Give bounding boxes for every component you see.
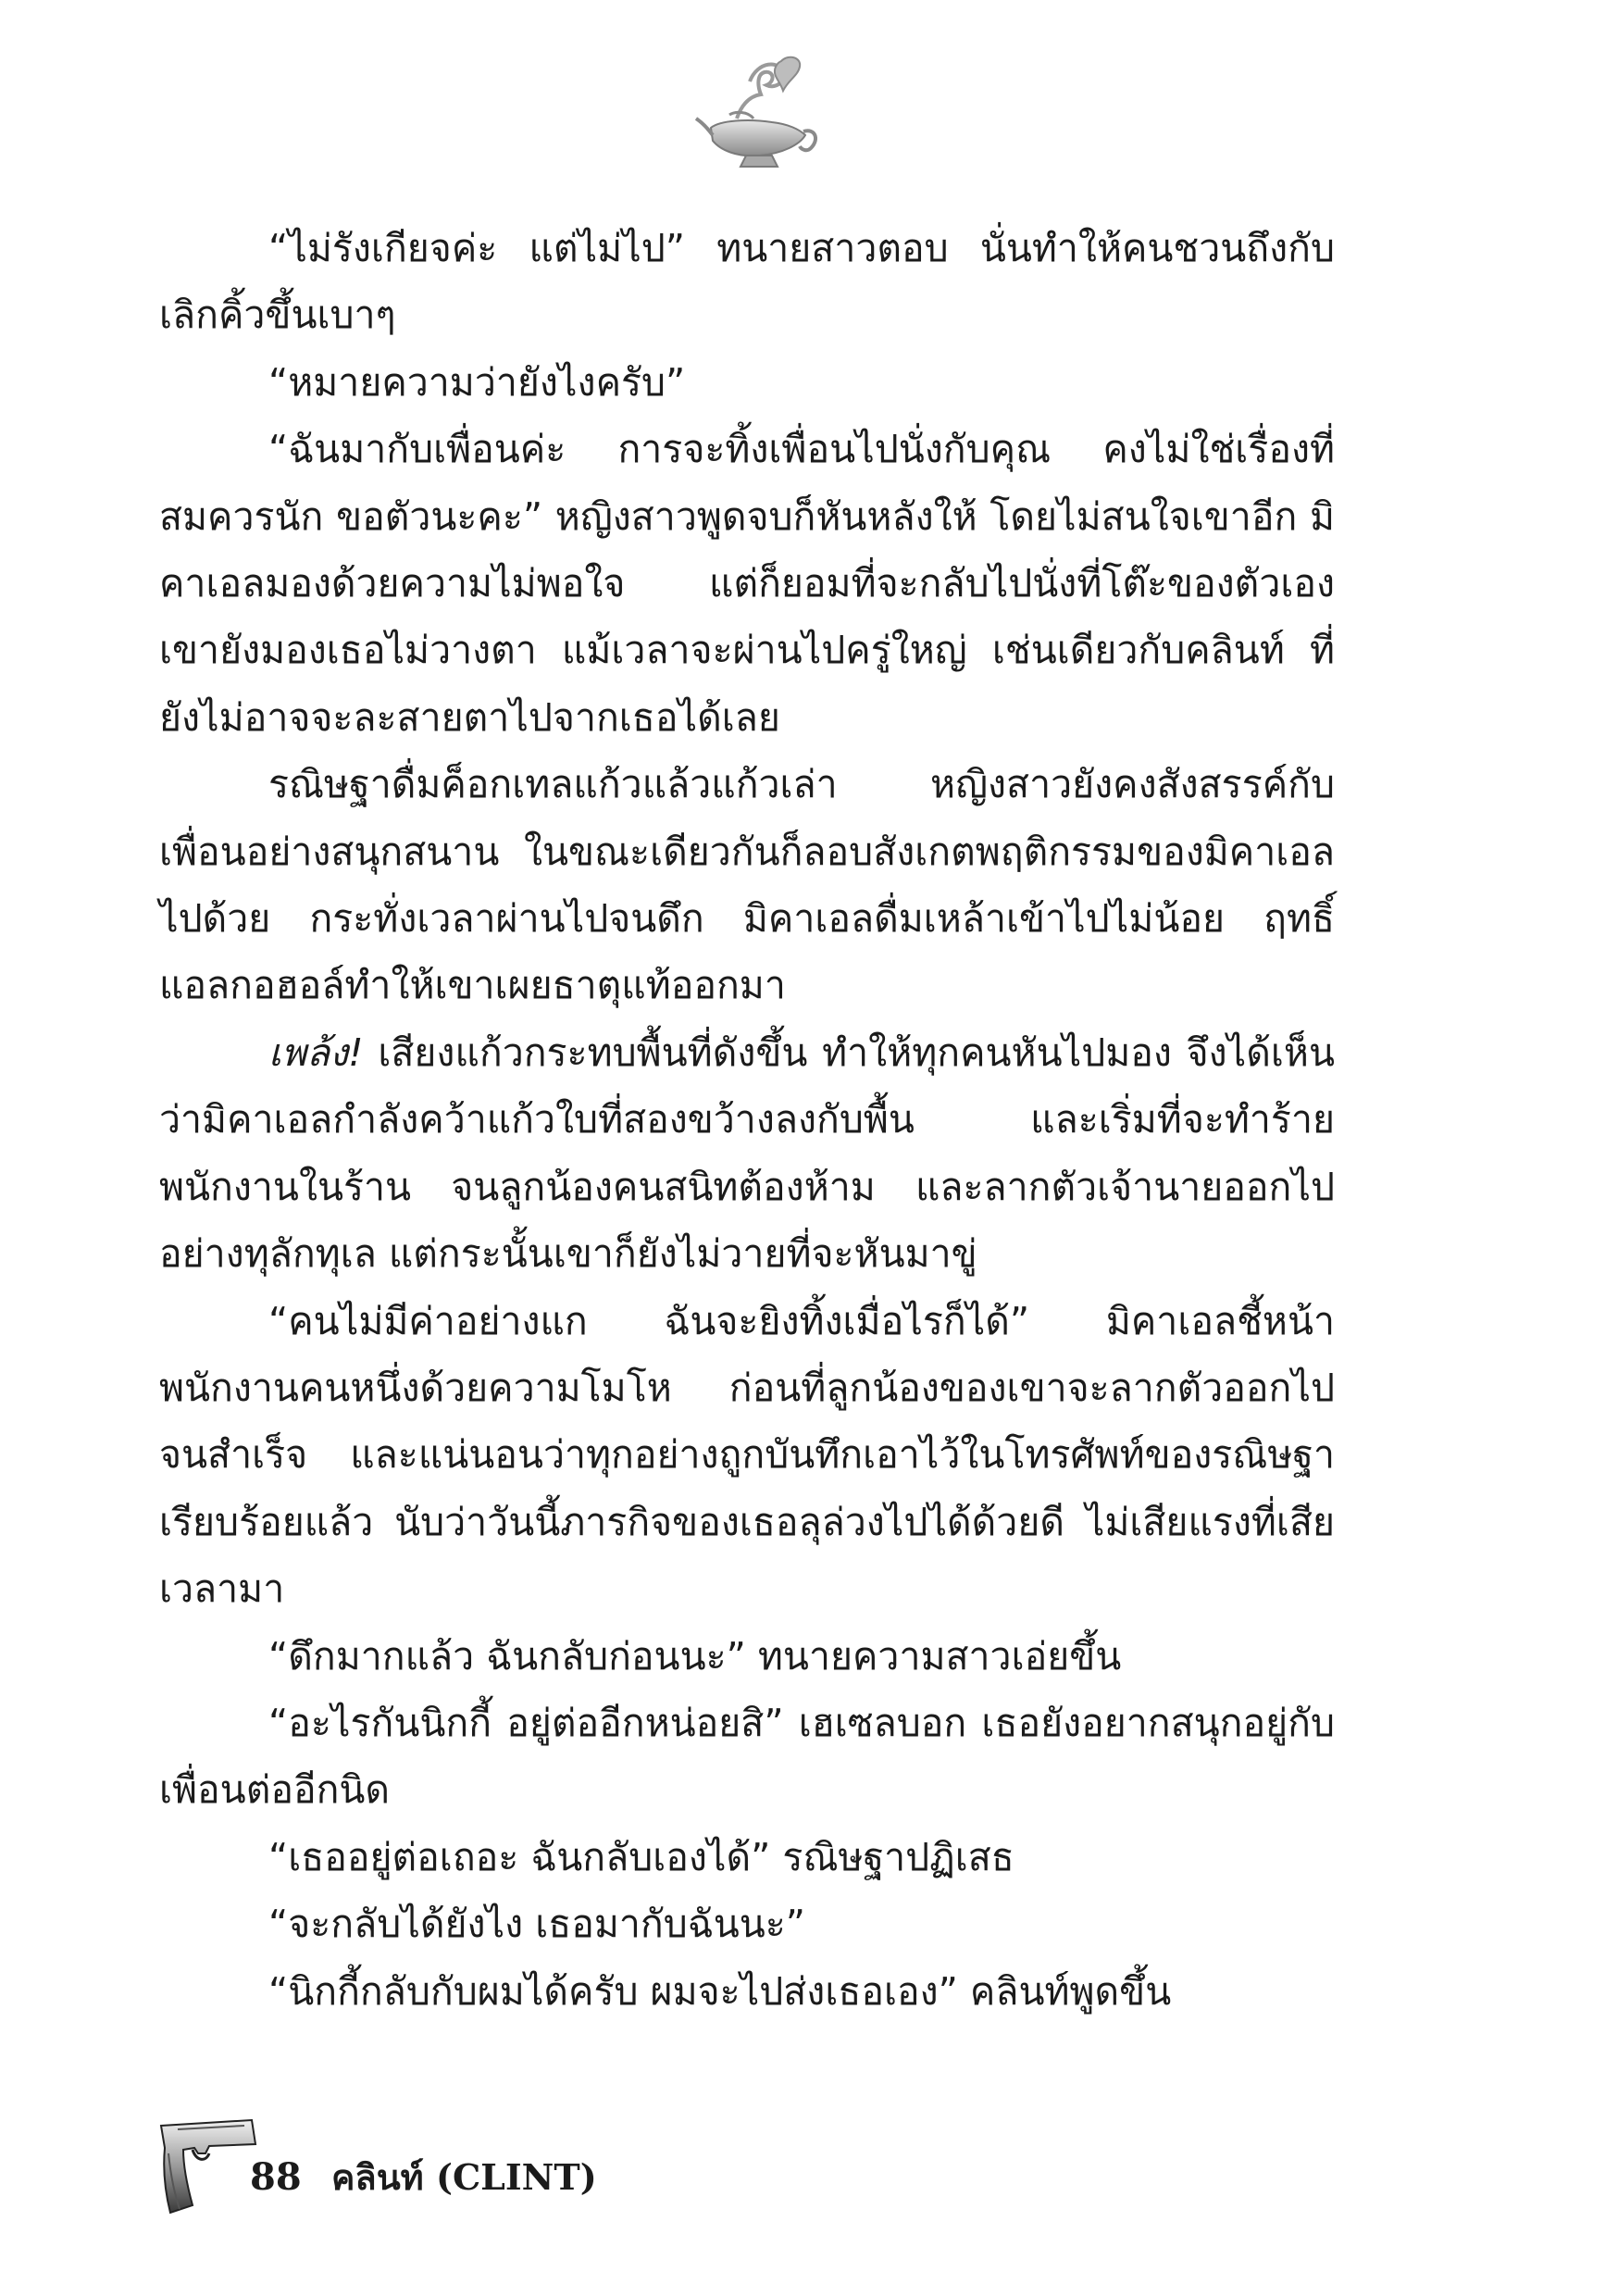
pistol-icon [156, 2116, 259, 2218]
paragraph: “ฉันมากับเพื่อนค่ะ การจะทิ้งเพื่อนไปนั่งกับคุณ คงไม่ใช่เรื่องที่สมควรนัก ขอตัวนะคะ” หญิงสาวพูดจบก็หันหลังให้ โดยไม่สนใจเขาอีก มิคาเอลมองด้วยความไม่พอใจ แต่ก็ยอมที่จะกลับไปนั่งที่โต๊ะของตัวเอง เขายังมองเธอไม่วางตา แม้เวลาจะผ่านไปครู่ใหญ่ เช่นเดียวกับคลินท์ ที่ยังไม่อาจจะละสายตาไปจากเธอได้เลย [159, 427, 1335, 740]
running-title: คลินท์ (CLINT) [331, 2156, 597, 2198]
paragraph: “เธออยู่ต่อเถอะ ฉันกลับเองได้” รณิษฐาปฏิเสธ [268, 1834, 1014, 1879]
page-number: 88 [250, 2155, 302, 2199]
paragraph: “อะไรกันนิกกี้ อยู่ต่ออีกหน่อยสิ” เฮเซลบอก เธอยังอยากสนุกอยู่กับเพื่อนต่ออีกนิด [159, 1700, 1335, 1813]
body-text [159, 215, 1335, 2025]
emphasis-word: เพล้ง! [268, 1029, 364, 1075]
paragraph: “ดึกมากแล้ว ฉันกลับก่อนนะ” ทนายความสาวเอ่ยขึ้น [268, 1633, 1122, 1678]
paragraph: “ไม่รังเกียจค่ะ แต่ไม่ไป” ทนายสาวตอบ นั่นทำให้คนชวนถึงกับเลิกคิ้วขึ้นเบาๆ [159, 226, 1335, 338]
genie-lamp-icon [692, 54, 822, 179]
paragraph: “จะกลับได้ยังไง เธอมากับฉันนะ” [268, 1902, 806, 1947]
paragraph-text: เสียงแก้วกระทบพื้นที่ดังขึ้น ทำให้ทุกคนหันไปมอง จึงได้เห็นว่ามิคาเอลกำลังคว้าแก้วใบที่สองขว้างลงกับพื้น และเริ่มที่จะทำร้ายพนักงานในร้าน จนลูกน้องคนสนิทต้องห้าม และลากตัวเจ้านายออกไปอย่างทุลักทุเล แต่กระนั้นเขาก็ยังไม่วายที่จะหันมาขู่ [159, 1029, 1335, 1277]
page-footer [156, 2116, 803, 2218]
paragraph: “นิกกี้กลับกับผมได้ครับ ผมจะไปส่งเธอเอง” คลินท์พูดขึ้น [268, 1968, 1172, 2014]
paragraph [159, 1019, 1335, 1288]
paragraph: “คนไม่มีค่าอย่างแก ฉันจะยิงทิ้งเมื่อไรก็ได้” มิคาเอลชี้หน้าพนักงานคนหนึ่งด้วยความโมโห ก่อนที่ลูกน้องของเขาจะลากตัวออกไปจนสำเร็จ และแน่นอนว่าทุกอย่างถูกบันทึกเอาไว้ในโทรศัพท์ของรณิษฐาเรียบร้อยแล้ว นับว่าวันนี้ภารกิจของเธอลุล่วงไปได้ด้วยดี ไม่เสียแรงที่เสียเวลามา [159, 1298, 1335, 1612]
paragraph: “หมายความว่ายังไงครับ” [268, 359, 686, 405]
paragraph: รณิษฐาดื่มค็อกเทลแก้วแล้วแก้วเล่า หญิงสาวยังคงสังสรรค์กับเพื่อนอย่างสนุกสนาน ในขณะเดียวกันก็ลอบสังเกตพฤติกรรมของมิคาเอลไปด้วย กระทั่งเวลาผ่านไปจนดึก มิคาเอลดื่มเหล้าเข้าไปไม่น้อย ฤทธิ์แอลกอฮอล์ทำให้เขาเผยธาตุแท้ออกมา [159, 762, 1335, 1008]
